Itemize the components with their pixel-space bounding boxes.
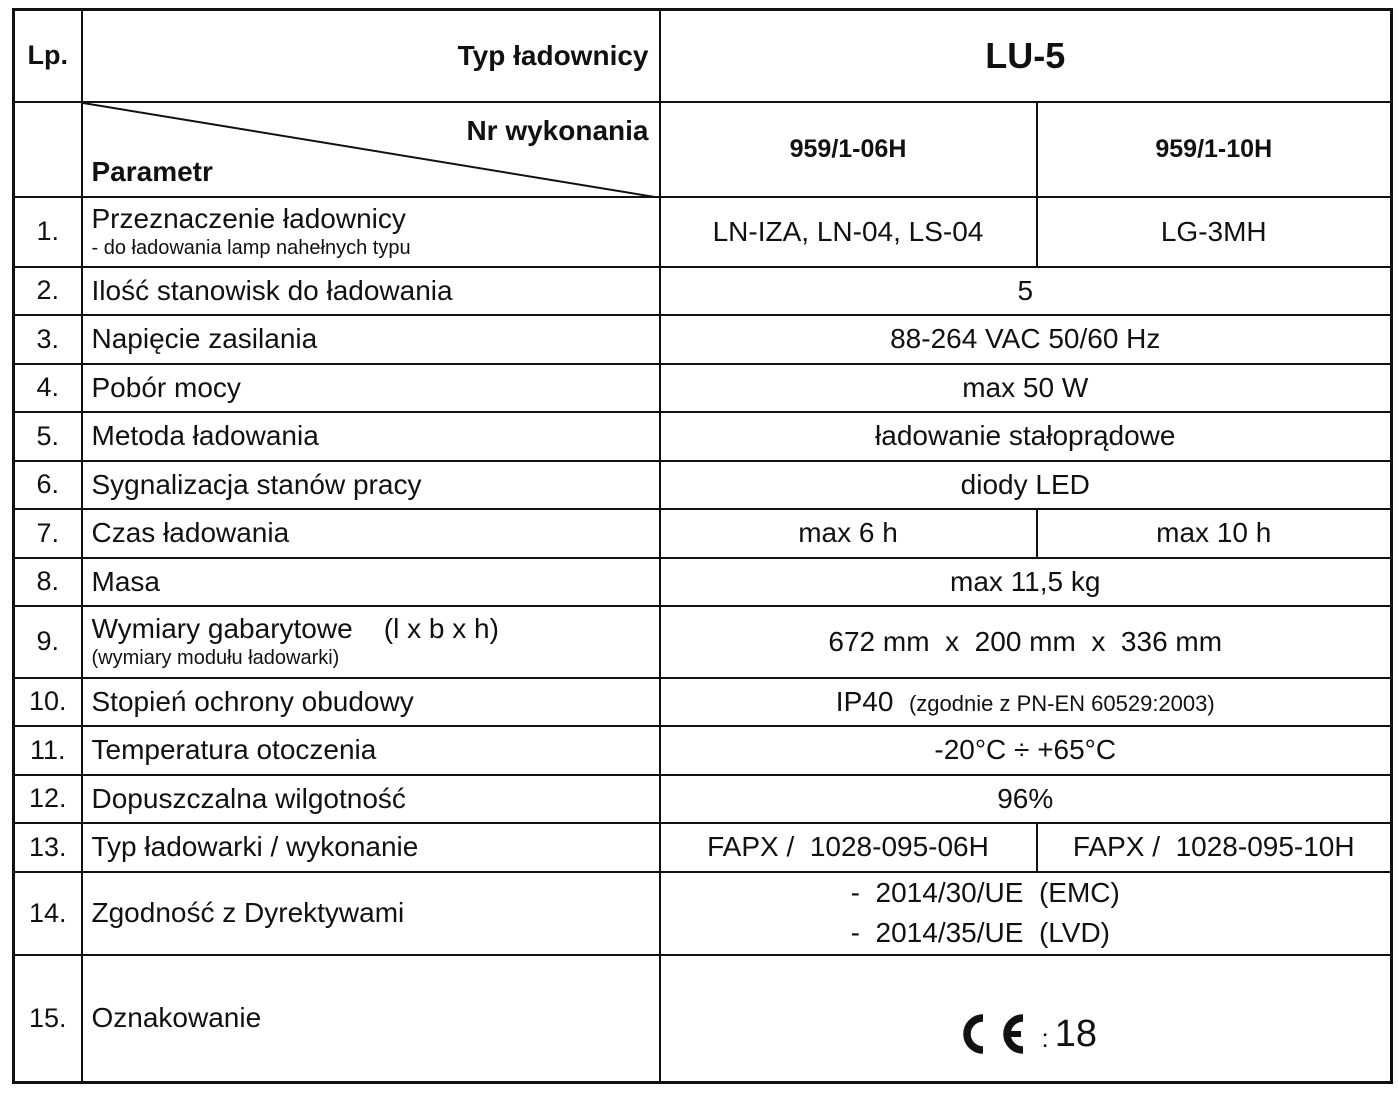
row-number: 11.	[14, 726, 82, 775]
parameter-label: Oznakowanie	[82, 955, 660, 1083]
ce-separator: :	[1041, 1022, 1049, 1053]
table-row	[14, 872, 1392, 955]
row-number: 2.	[14, 267, 82, 315]
ip-rating-note: (zgodnie z PN-EN 60529:2003)	[908, 690, 1215, 716]
row-value: 5	[660, 267, 1392, 315]
parameter-label: Napięcie zasilania	[82, 315, 660, 364]
parameter-label: Wymiary gabarytowe (l x b x h)	[91, 613, 499, 644]
parameter-label: Sygnalizacja stanów pracy	[82, 461, 660, 509]
header-row-variant	[14, 102, 1392, 197]
table-row	[14, 461, 1392, 509]
value-10h: LG-3MH	[1037, 197, 1392, 267]
header-param-label: Parametr	[91, 155, 213, 187]
table-row	[14, 775, 1392, 823]
row-number: 15.	[14, 955, 82, 1083]
table-row	[14, 558, 1392, 606]
ce-marking	[953, 974, 1097, 1056]
parameter-label: Zgodność z Dyrektywami	[82, 872, 660, 955]
row-value: 672 mm x 200 mm x 336 mm	[660, 606, 1392, 678]
row-number: 1.	[14, 197, 82, 267]
table-row	[14, 509, 1392, 558]
row-number: 3.	[14, 315, 82, 364]
parameter-label: Pobór mocy	[82, 364, 660, 412]
table-row	[14, 364, 1392, 412]
table-row	[14, 315, 1392, 364]
table-row	[14, 197, 1392, 267]
parameter-label: Stopień ochrony obudowy	[82, 678, 660, 726]
header-row-type	[14, 10, 1392, 102]
parameter-label: Dopuszczalna wilgotność	[82, 775, 660, 823]
notified-body-number: 18	[1054, 1012, 1097, 1055]
parameter-label: Przeznaczenie ładownicy	[91, 203, 406, 234]
row-value: 96%	[660, 775, 1392, 823]
row-value: max 11,5 kg	[660, 558, 1392, 606]
row-parameter	[82, 606, 660, 678]
row-value	[660, 678, 1392, 726]
row-number: 7.	[14, 509, 82, 558]
row-value: diody LED	[660, 461, 1392, 509]
table-row	[14, 606, 1392, 678]
specification-table	[12, 8, 1393, 1084]
value-06h: LN-IZA, LN-04, LS-04	[660, 197, 1037, 267]
header-type-label: Typ ładownicy	[82, 10, 660, 102]
header-diagonal-cell	[82, 102, 660, 197]
parameter-label: Ilość stanowisk do ładowania	[82, 267, 660, 315]
row-number: 12.	[14, 775, 82, 823]
row-number: 5.	[14, 412, 82, 461]
table-row	[14, 412, 1392, 461]
parameter-label: Typ ładowarki / wykonanie	[82, 823, 660, 872]
header-variant-label: Nr wykonania	[466, 114, 649, 146]
row-number: 8.	[14, 558, 82, 606]
value-06h: FAPX / 1028-095-06H	[660, 823, 1037, 872]
row-number: 14.	[14, 872, 82, 955]
parameter-label: Czas ładowania	[82, 509, 660, 558]
row-number: 10.	[14, 678, 82, 726]
parameter-note: (wymiary modułu ładowarki)	[91, 647, 340, 669]
table-row	[14, 823, 1392, 872]
row-number: 6.	[14, 461, 82, 509]
header-lp-empty	[14, 102, 82, 197]
row-number: 13.	[14, 823, 82, 872]
variant-06h: 959/1-06H	[660, 102, 1037, 197]
value-10h: FAPX / 1028-095-10H	[1037, 823, 1392, 872]
row-value: max 50 W	[660, 364, 1392, 412]
header-lp: Lp.	[14, 10, 82, 102]
table-row	[14, 726, 1392, 775]
variant-10h: 959/1-10H	[1037, 102, 1392, 197]
table-row	[14, 267, 1392, 315]
row-value: -20°C ÷ +65°C	[660, 726, 1392, 775]
row-value	[660, 955, 1392, 1083]
directive-lvd: - 2014/35/UE (LVD)	[850, 917, 1111, 948]
parameter-note: - do ładowania lamp nahełnych typu	[91, 237, 411, 259]
directive-list	[851, 873, 1120, 953]
parameter-label: Temperatura otoczenia	[82, 726, 660, 775]
value-10h: max 10 h	[1037, 509, 1392, 558]
table-row	[14, 955, 1392, 1083]
ce-mark-icon	[953, 1012, 1027, 1056]
header-model: LU-5	[660, 10, 1392, 102]
parameter-label: Masa	[82, 558, 660, 606]
value-06h: max 6 h	[660, 509, 1037, 558]
ip-rating: IP40	[835, 685, 894, 717]
row-value: ładowanie stałoprądowe	[660, 412, 1392, 461]
directive-emc: - 2014/30/UE (EMC)	[850, 877, 1120, 908]
row-number: 4.	[14, 364, 82, 412]
row-parameter	[82, 197, 660, 267]
row-value: 88-264 VAC 50/60 Hz	[660, 315, 1392, 364]
row-number: 9.	[14, 606, 82, 678]
table-row	[14, 678, 1392, 726]
parameter-label: Metoda ładowania	[82, 412, 660, 461]
row-value	[660, 872, 1392, 955]
